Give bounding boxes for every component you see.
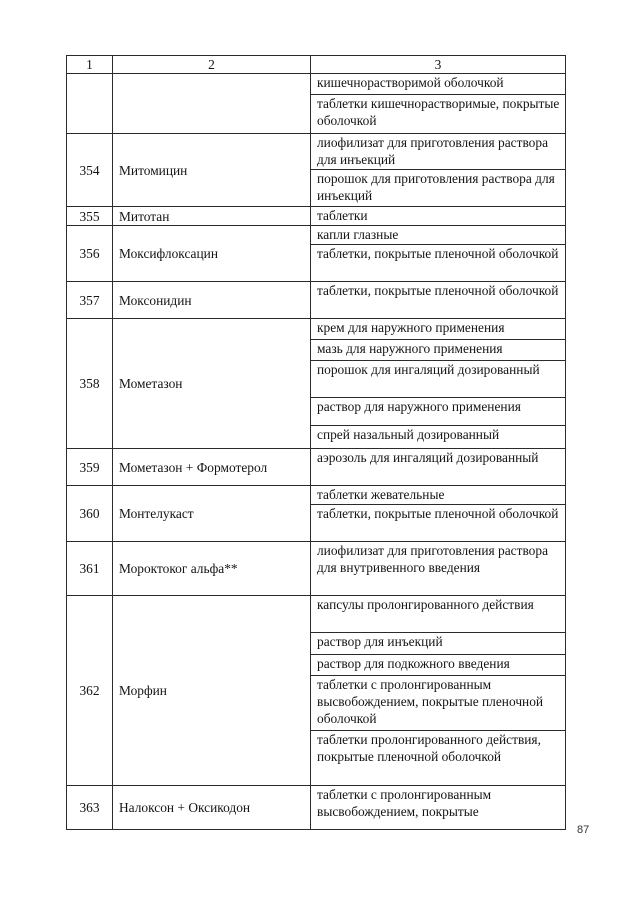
table-row xyxy=(67,542,566,596)
row-number-cell: 361 xyxy=(67,542,113,596)
row-number-cell xyxy=(67,74,113,134)
table-row xyxy=(67,74,566,95)
drug-name-cell: Морфин xyxy=(113,596,311,786)
table-row xyxy=(67,207,566,226)
dosage-form-cell: таблетки пролонгированного действия, покрытые пленочной оболочкой xyxy=(311,731,566,786)
dosage-form-cell: мазь для наружного применения xyxy=(311,340,566,361)
dosage-form-cell: раствор для подкожного введения xyxy=(311,655,566,676)
row-number-cell: 359 xyxy=(67,449,113,486)
dosage-form-cell: раствор для инъекций xyxy=(311,633,566,655)
column-header-1: 1 xyxy=(67,56,113,74)
drug-name-cell: Мометазон xyxy=(113,319,311,449)
table-row xyxy=(67,282,566,319)
dosage-form-cell: таблетки, покрытые пленочной оболочкой xyxy=(311,505,566,542)
column-header-3: 3 xyxy=(311,56,566,74)
dosage-form-cell: спрей назальный дозированный xyxy=(311,426,566,449)
drug-name-cell: Моксонидин xyxy=(113,282,311,319)
dosage-form-cell: кишечнорастворимой оболочкой xyxy=(311,74,566,95)
dosage-form-cell: капли глазные xyxy=(311,226,566,245)
row-number-cell: 360 xyxy=(67,486,113,542)
drug-name-cell: Мометазон + Формотерол xyxy=(113,449,311,486)
drug-name-cell: Митотан xyxy=(113,207,311,226)
table-row xyxy=(67,134,566,170)
row-number-cell: 356 xyxy=(67,226,113,282)
row-number-cell: 358 xyxy=(67,319,113,449)
table-row xyxy=(67,449,566,486)
dosage-form-cell: таблетки, покрытые пленочной оболочкой xyxy=(311,282,566,319)
drug-name-cell: Монтелукаст xyxy=(113,486,311,542)
row-number-cell: 355 xyxy=(67,207,113,226)
row-number-cell: 363 xyxy=(67,786,113,830)
dosage-form-cell: аэрозоль для ингаляций дозированный xyxy=(311,449,566,486)
dosage-form-cell: лиофилизат для приготовления раствора для внутривенного введения xyxy=(311,542,566,596)
dosage-form-cell: порошок для приготовления раствора для инъекций xyxy=(311,170,566,207)
drug-table xyxy=(66,55,566,830)
dosage-form-cell: таблетки кишечнорастворимые, покрытые оболочкой xyxy=(311,95,566,134)
drug-name-cell: Налоксон + Оксикодон xyxy=(113,786,311,830)
column-header-2: 2 xyxy=(113,56,311,74)
dosage-form-cell: таблетки xyxy=(311,207,566,226)
row-number-cell: 354 xyxy=(67,134,113,207)
drug-name-cell xyxy=(113,74,311,134)
table-row xyxy=(67,596,566,633)
dosage-form-cell: капсулы пролонгированного действия xyxy=(311,596,566,633)
dosage-form-cell: таблетки, покрытые пленочной оболочкой xyxy=(311,245,566,282)
row-number-cell: 362 xyxy=(67,596,113,786)
dosage-form-cell: таблетки с пролонгированным высвобождением, покрытые xyxy=(311,786,566,830)
dosage-form-cell: раствор для наружного применения xyxy=(311,398,566,426)
drug-name-cell: Мороктоког альфа** xyxy=(113,542,311,596)
dosage-form-cell: лиофилизат для приготовления раствора для инъекций xyxy=(311,134,566,170)
table-body xyxy=(67,74,566,830)
table-row xyxy=(67,226,566,245)
dosage-form-cell: таблетки с пролонгированным высвобождением, покрытые пленочной оболочкой xyxy=(311,676,566,731)
page-number: 87 xyxy=(577,824,590,836)
header-row xyxy=(67,56,566,74)
drug-name-cell: Митомицин xyxy=(113,134,311,207)
table-row xyxy=(67,319,566,340)
dosage-form-cell: таблетки жевательные xyxy=(311,486,566,505)
dosage-form-cell: крем для наружного применения xyxy=(311,319,566,340)
drug-name-cell: Моксифлоксацин xyxy=(113,226,311,282)
table-row xyxy=(67,786,566,830)
table-row xyxy=(67,486,566,505)
row-number-cell: 357 xyxy=(67,282,113,319)
dosage-form-cell: порошок для ингаляций дозированный xyxy=(311,361,566,398)
